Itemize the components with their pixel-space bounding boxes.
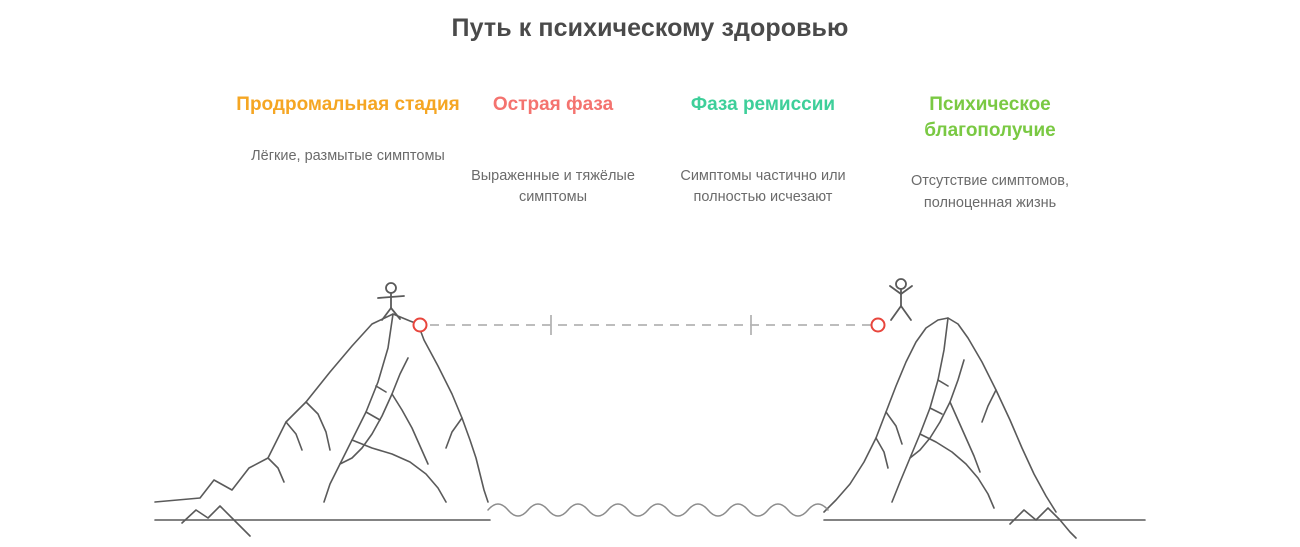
stage-title-wellbeing: Психическое благополучие [924,94,1056,141]
stage-description-remission: Симптомы частично или полностью исчезают [680,167,846,206]
stage-column-prodromal [220,92,476,167]
stage-description-prodromal: Лёгкие, размытые симптомы [251,147,445,164]
page-title: Путь к психическому здоровью [451,14,849,42]
right-mountain [824,318,1076,538]
end-marker [872,319,885,332]
stage-description-wellbeing: Отсутствие симптомов, полноценная жизнь [911,173,1069,212]
mountain-scene-illustration [0,262,1300,547]
stage-description-acute: Выраженные и тяжёлые симптомы [471,167,635,206]
right-person-figure [890,279,912,320]
stage-title-remission: Фаза ремиссии [690,94,836,115]
stage-title-prodromal: Продромальная стадия [236,94,460,115]
start-marker [414,319,427,332]
stage-column-acute [470,92,636,209]
stage-title-acute: Острая фаза [492,94,614,115]
water-waves [488,504,828,516]
stage-column-wellbeing [880,92,1100,215]
journey-connector [414,315,885,335]
left-mountain [155,314,488,536]
stage-column-remission [660,92,866,209]
